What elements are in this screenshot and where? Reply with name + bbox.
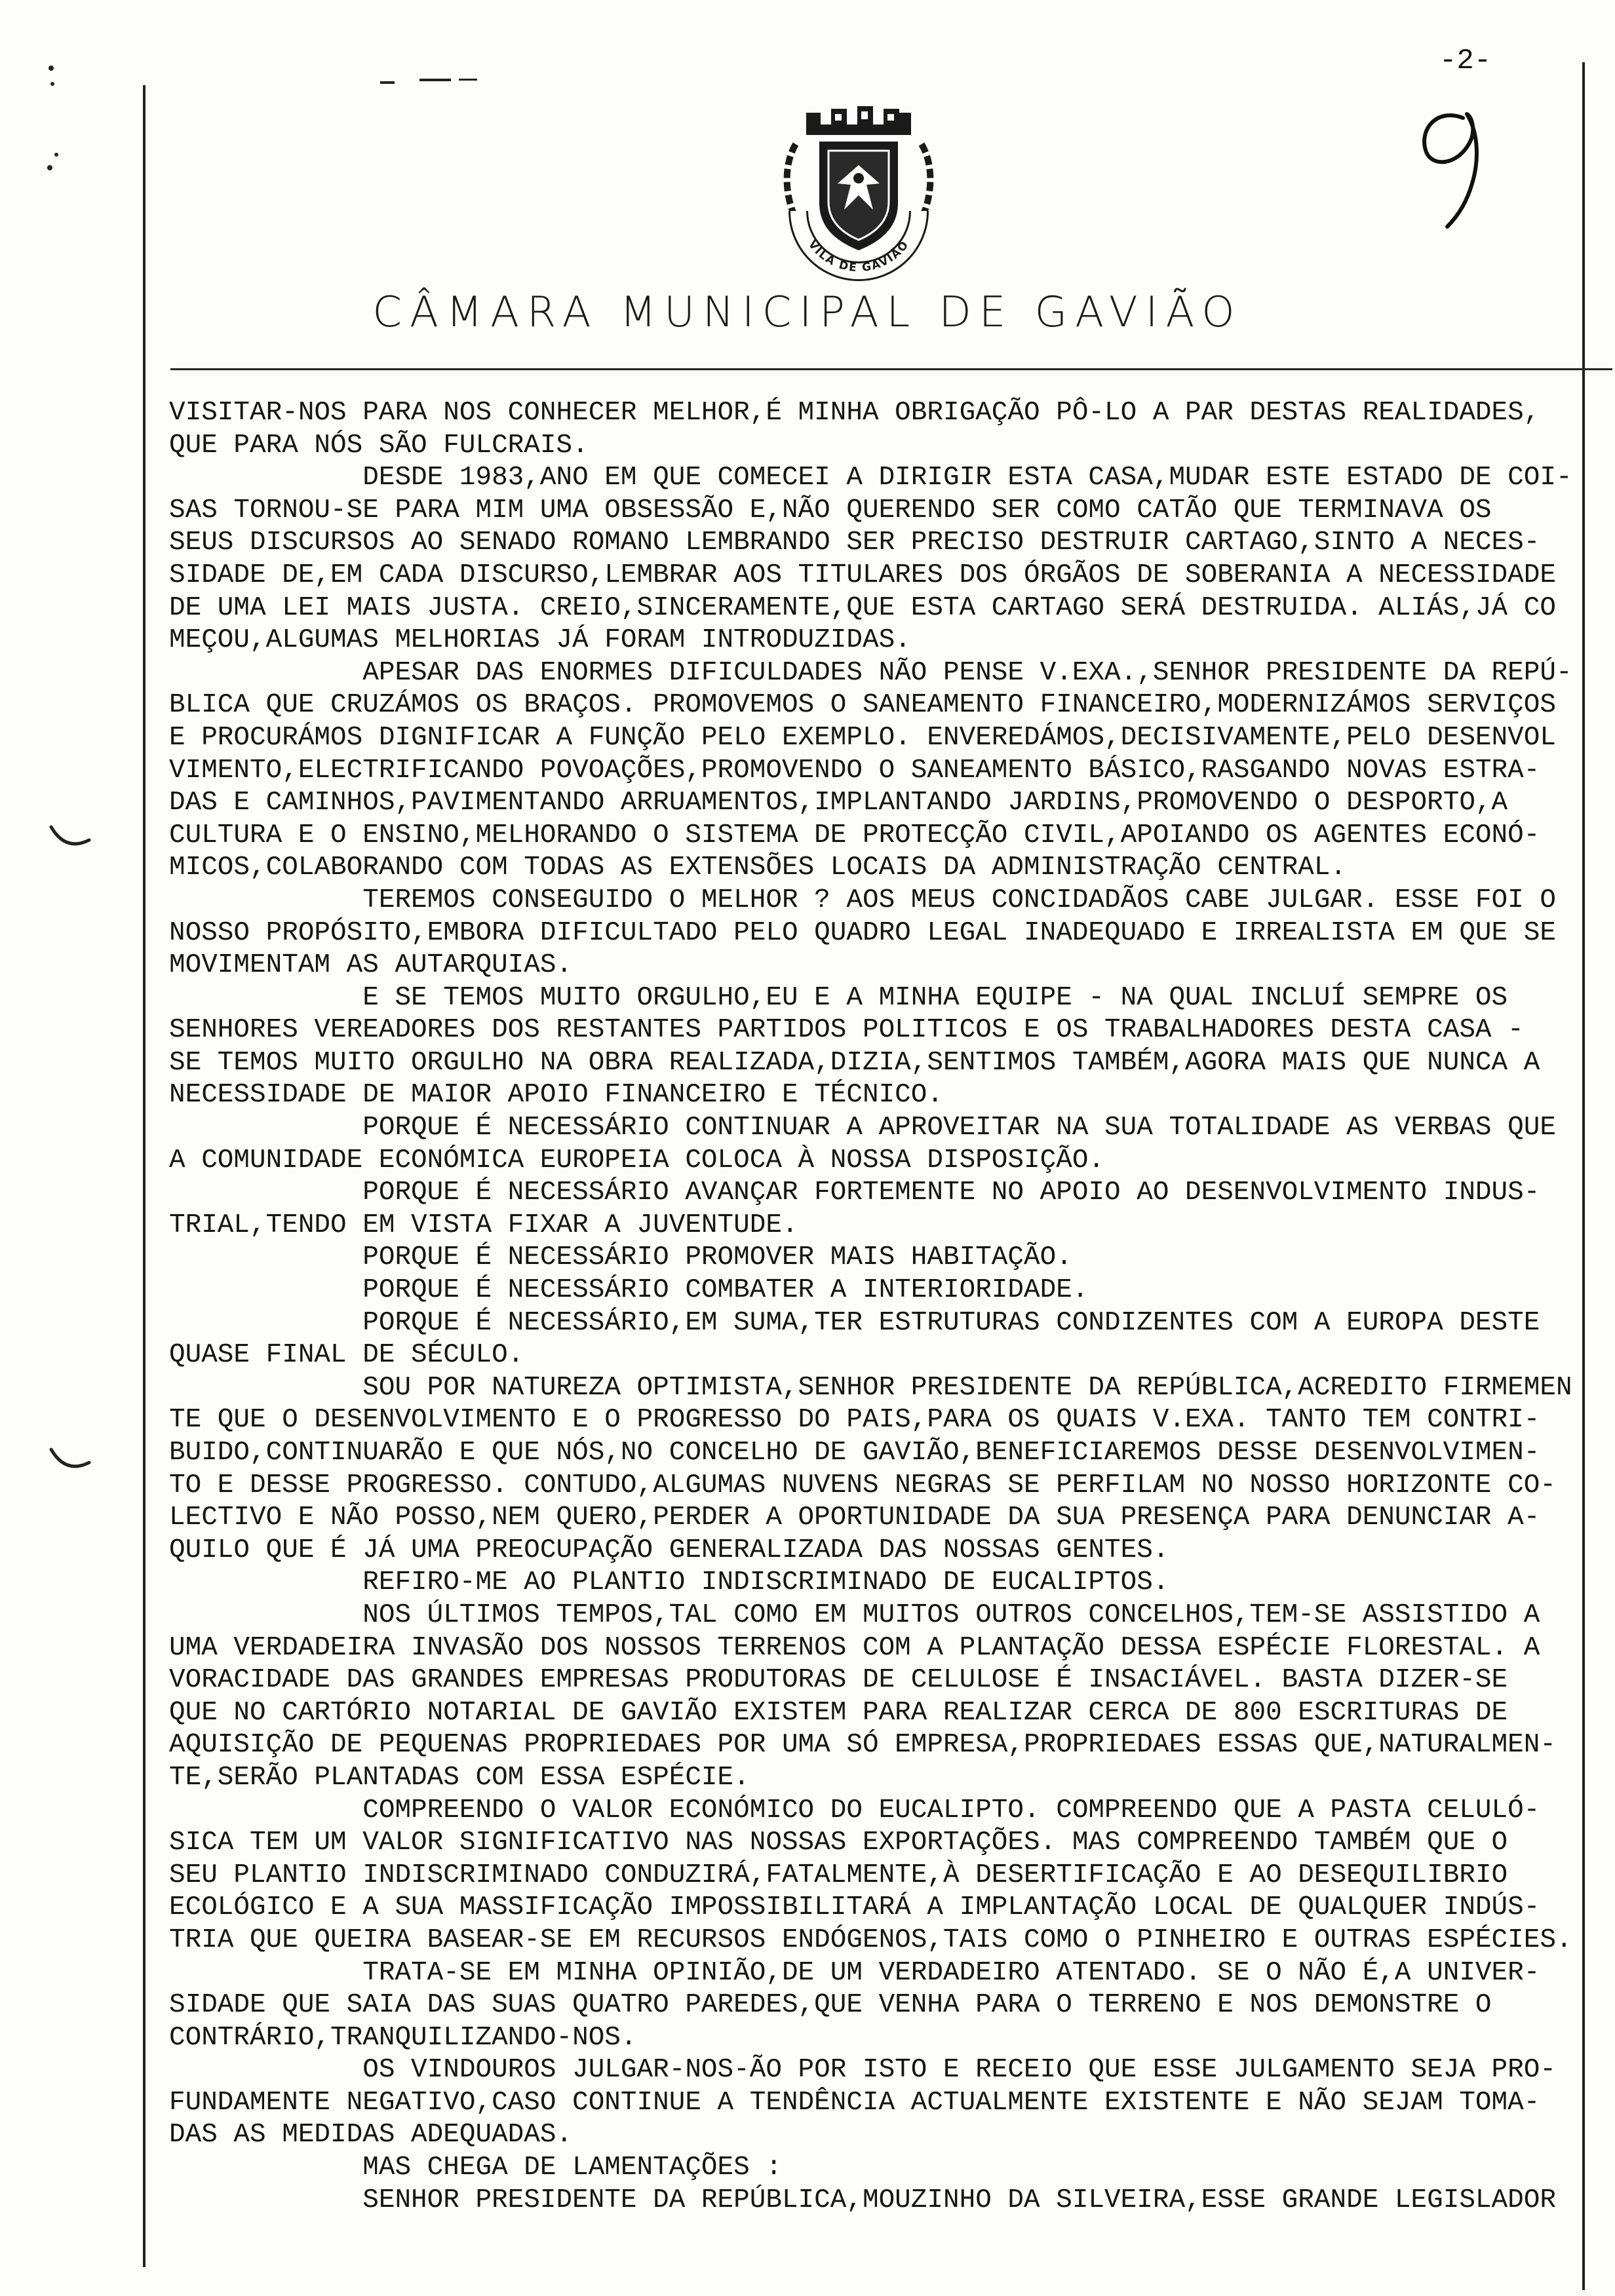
scan-dash [380, 81, 395, 84]
text-line: VISITAR-NOS PARA NOS CONHECER MELHOR,É MINHA OBRIGAÇÃO PÔ-LO A PAR DESTAS REALIDADES, [169, 398, 1540, 428]
text-line: PORQUE É NECESSÁRIO CONTINUAR A APROVEITAR NA SUA TOTALIDADE AS VERBAS QUE [169, 1113, 1556, 1143]
text-line: SE TEMOS MUITO ORGULHO NA OBRA REALIZADA,DIZIA,SENTIMOS TAMBÉM,AGORA MAIS QUE NUNCA A [169, 1047, 1540, 1078]
handwritten-folio-9 [1409, 105, 1501, 236]
text-line: REFIRO-ME AO PLANTIO INDISCRIMINADO DE EUCALIPTOS. [169, 1567, 1169, 1598]
text-line [169, 2217, 1578, 2249]
text-line: SENHORES VEREADORES DOS RESTANTES PARTIDOS POLITICOS E OS TRABALHADORES DESTA CASA - [169, 1015, 1524, 1046]
text-line: TRATA-SE EM MINHA OPINIÃO,DE UM VERDADEIRO ATENTADO. SE O NÃO É,A UNIVER- [169, 1957, 1540, 1988]
text-line: E SE TEMOS MUITO ORGULHO,EU E A MINHA EQUIPE - NA QUAL INCLUÍ SEMPRE OS [169, 982, 1508, 1013]
scan-dot [54, 153, 58, 157]
text-line: APESAR DAS ENORMES DIFICULDADES NÃO PENSE V.EXA.,SENHOR PRESIDENTE DA REPÚ- [169, 657, 1572, 688]
text-line: QUILO QUE É JÁ UMA PREOCUPAÇÃO GENERALIZADA DAS NOSSAS GENTES. [169, 1535, 1169, 1565]
text-line: E PROCURÁMOS DIGNIFICAR A FUNÇÃO PELO EXEMPLO. ENVEREDÁMOS,DECISIVAMENTE,PELO DESENVOL [169, 722, 1556, 753]
text-line: TO E DESSE PROGRESSO. CONTUDO,ALGUMAS NUVENS NEGRAS SE PERFILAM NO NOSSO HORIZONTE CO- [169, 1470, 1556, 1501]
text-line: SEUS DISCURSOS AO SENADO ROMANO LEMBRANDO SER PRECISO DESTRUIR CARTAGO,SINTO A NECES- [169, 527, 1540, 558]
punch-hole-mark-bottom [51, 1449, 89, 1466]
text-line: TRIA QUE QUEIRA BASEAR-SE EM RECURSOS ENDÓGENOS,TAIS COMO O PINHEIRO E OUTRAS ESPÉCIES. [169, 1924, 1572, 1955]
text-line: VORACIDADE DAS GRANDES EMPRESAS PRODUTORAS DE CELULOSE É INSACIÁVEL. BASTA DIZER-SE [169, 1665, 1508, 1696]
scan-dot [47, 165, 52, 170]
text-line: BUIDO,CONTINUARÃO E QUE NÓS,NO CONCELHO DE GAVIÃO,BENEFICIAREMOS DESSE DESENVOLVIMEN- [169, 1438, 1540, 1468]
text-line: NOSSO PROPÓSITO,EMBORA DIFICULTADO PELO QUADRO LEGAL INADEQUADO E IRREALISTA EM QUE SE [169, 917, 1556, 948]
text-line: SAS TORNOU-SE PARA MIM UMA OBSESSÃO E,NÃO QUERENDO SER COMO CATÃO QUE TERMINAVA OS [169, 495, 1492, 526]
text-line: MOVIMENTAM AS AUTARQUIAS. [169, 950, 573, 981]
text-line: SEU PLANTIO INDISCRIMINADO CONDUZIRÁ,FATALMENTE,À DESERTIFICAÇÃO E AO DESEQUILIBRIO [169, 1860, 1508, 1890]
text-line: CULTURA E O ENSINO,MELHORANDO O SISTEMA DE PROTECÇÃO CIVIL,APOIANDO OS AGENTES ECONÓ- [169, 820, 1540, 851]
text-line: TRIAL,TENDO EM VISTA FIXAR A JUVENTUDE. [169, 1210, 798, 1240]
text-line: FUNDAMENTE NEGATIVO,CASO CONTINUE A TENDÊNCIA ACTUALMENTE EXISTENTE E NÃO SEJAM TOMA- [169, 2087, 1540, 2118]
letterhead-rule [170, 368, 1612, 370]
text-line: UMA VERDADEIRA INVASÃO DOS NOSSOS TERRENOS COM A PLANTAÇÃO DESSA ESPÉCIE FLORESTAL. A [169, 1632, 1540, 1663]
text-line: DAS AS MEDIDAS ADEQUADAS. [169, 2120, 573, 2151]
text-line: LECTIVO E NÃO POSSO,NEM QUERO,PERDER A OPORTUNIDADE DA SUA PRESENÇA PARA DENUNCIAR A- [169, 1502, 1540, 1533]
text-line: MAS CHEGA DE LAMENTAÇÕES : [169, 2152, 782, 2183]
text-line: DAS E CAMINHOS,PAVIMENTANDO ARRUAMENTOS,IMPLANTANDO JARDINS,PROMOVENDO O DESPORTO,A [169, 788, 1508, 818]
text-line: SENHOR PRESIDENTE DA REPÚBLICA,MOUZINHO DA SILVEIRA,ESSE GRANDE LEGISLADOR [169, 2185, 1556, 2215]
text-line: MEÇOU,ALGUMAS MELHORIAS JÁ FORAM INTRODUZIDAS. [169, 625, 911, 656]
text-line: PORQUE É NECESSÁRIO PROMOVER MAIS HABITAÇÃO. [169, 1242, 1072, 1273]
text-line: A COMUNIDADE ECONÓMICA EUROPEIA COLOCA À NOSSA DISPOSIÇÃO. [169, 1145, 1105, 1176]
text-line: QUE NO CARTÓRIO NOTARIAL DE GAVIÃO EXISTEM PARA REALIZAR CERCA DE 800 ESCRITURAS DE [169, 1697, 1508, 1728]
letter-body [169, 397, 1578, 2249]
text-line: AQUISIÇÃO DE PEQUENAS PROPRIEDAES POR UMA SÓ EMPRESA,PROPRIEDAES ESSAS QUE,NATURALMEN- [169, 1730, 1556, 1761]
text-line: MICOS,COLABORANDO COM TODAS AS EXTENSÕES LOCAIS DA ADMINISTRAÇÃO CENTRAL. [169, 852, 1347, 883]
text-line: DE UMA LEI MAIS JUSTA. CREIO,SINCERAMENTE,QUE ESTA CARTAGO SERÁ DESTRUIDA. ALIÁS,JÁ CO [169, 592, 1556, 623]
text-line: PORQUE É NECESSÁRIO AVANÇAR FORTEMENTE NO APOIO AO DESENVOLVIMENTO INDUS- [169, 1177, 1540, 1208]
text-line: SIDADE QUE SAIA DAS SUAS QUATRO PAREDES,QUE VENHA PARA O TERRENO E NOS DEMONSTRE O [169, 1990, 1492, 2021]
text-line: ECOLÓGICO E A SUA MASSIFICAÇÃO IMPOSSIBILITARÁ A IMPLANTAÇÃO LOCAL DE QUALQUER INDÚS- [169, 1892, 1540, 1923]
text-line: PORQUE É NECESSÁRIO,EM SUMA,TER ESTRUTURAS CONDIZENTES COM A EUROPA DESTE [169, 1307, 1540, 1338]
text-line: NECESSIDADE DE MAIOR APOIO FINANCEIRO E TÉCNICO. [169, 1080, 943, 1111]
text-line: NOS ÚLTIMOS TEMPOS,TAL COMO EM MUITOS OUTROS CONCELHOS,TEM-SE ASSISTIDO A [169, 1599, 1540, 1630]
text-line: SOU POR NATUREZA OPTIMISTA,SENHOR PRESIDENTE DA REPÚBLICA,ACREDITO FIRMEMEN [169, 1372, 1572, 1403]
text-line: BLICA QUE CRUZÁMOS OS BRAÇOS. PROMOVEMOS O SANEAMENTO FINANCEIRO,MODERNIZÁMOS SERVIÇOS [169, 690, 1556, 721]
text-line: CONTRÁRIO,TRANQUILIZANDO-NOS. [169, 2022, 637, 2053]
scan-dash [419, 79, 451, 81]
text-line: SICA TEM UM VALOR SIGNIFICATIVO NAS NOSSAS EXPORTAÇÕES. MAS COMPREENDO TAMBÉM QUE O [169, 1827, 1508, 1858]
text-line: TE QUE O DESENVOLVIMENTO E O PROGRESSO DO PAIS,PARA OS QUAIS V.EXA. TANTO TEM CONTRI- [169, 1405, 1540, 1436]
scan-dot [50, 82, 54, 86]
municipal-crest-icon [767, 105, 950, 288]
scan-dash [459, 79, 477, 81]
text-line: TE,SERÃO PLANTADAS COM ESSA ESPÉCIE. [169, 1762, 750, 1793]
text-line: QUE PARA NÓS SÃO FULCRAIS. [169, 430, 589, 461]
text-line: DESDE 1983,ANO EM QUE COMECEI A DIRIGIR ESTA CASA,MUDAR ESTE ESTADO DE COI- [169, 463, 1572, 493]
scan-dot [49, 66, 54, 71]
page-number: -2- [1439, 45, 1492, 77]
crest-motto: VILA DE GAVIÃO [805, 238, 912, 275]
text-line: QUASE FINAL DE SÉCULO. [169, 1340, 524, 1371]
text-line: PORQUE É NECESSÁRIO COMBATER A INTERIORIDADE. [169, 1275, 1089, 1306]
text-line: COMPREENDO O VALOR ECONÓMICO DO EUCALIPTO. COMPREENDO QUE A PASTA CELULÓ- [169, 1795, 1540, 1826]
text-line: OS VINDOUROS JULGAR-NOS-ÃO POR ISTO E RECEIO QUE ESSE JULGAMENTO SEJA PRO- [169, 2055, 1556, 2086]
text-line: VIMENTO,ELECTRIFICANDO POVOAÇÕES,PROMOVENDO O SANEAMENTO BÁSICO,RASGANDO NOVAS ESTRA- [169, 755, 1540, 786]
text-line: SIDADE DE,EM CADA DISCURSO,LEMBRAR AOS TITULARES DOS ÓRGÃOS DE SOBERANIA A NECESSIDADE [169, 560, 1556, 590]
municipality-letterhead: CÂMARA MUNICIPAL DE GAVIÃO [372, 288, 1243, 337]
punch-hole-mark-top [51, 827, 89, 844]
text-line: TEREMOS CONSEGUIDO O MELHOR ? AOS MEUS CONCIDADÃOS CABE JULGAR. ESSE FOI O [169, 885, 1556, 915]
